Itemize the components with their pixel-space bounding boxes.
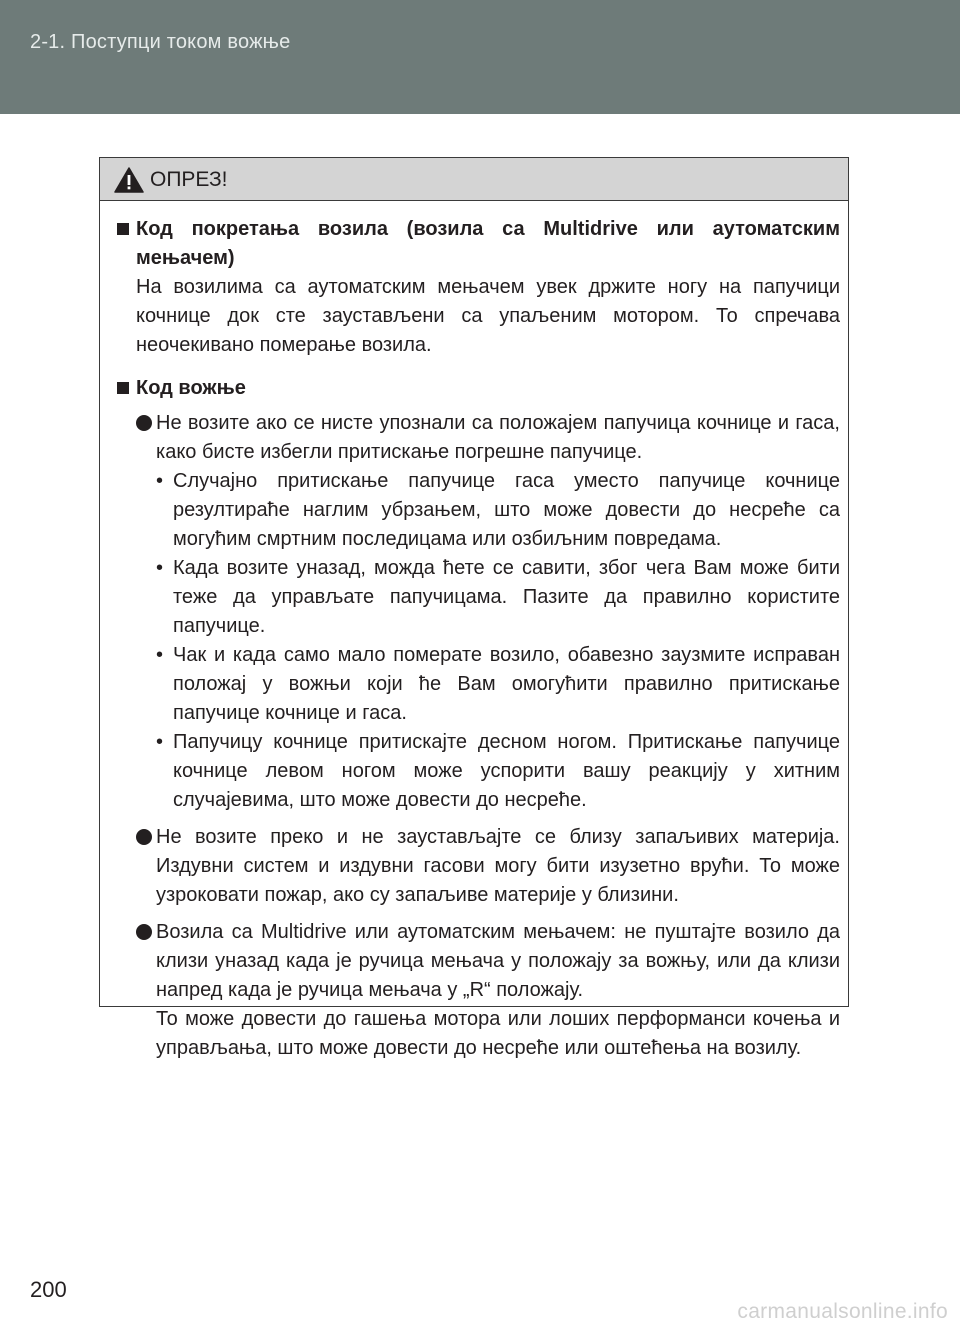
page-number: 200 bbox=[30, 1277, 67, 1302]
section-start bbox=[116, 215, 840, 360]
square-bullet-icon bbox=[117, 223, 129, 235]
caution-box bbox=[99, 157, 849, 1059]
list-item: Не возите ако се нисте упознали са положајем папучица кочнице и гаса, како бисте избегли притискање погрешне папучице. • Случајно притискање папучице гаса уместо папучице кочнице резултираће наглим убрзањем, што може довести до несреће са могућим смртним последицама или озбиљним повредама. • Када возите уназад, можда ћете се савити, због чега Вам може бити теже да управљате папучицама. Пазите да правилно користите папучице. • Чак и када само мало померате возило, обавезно заузмите исправан положај у вожњи који ће Вам омогућити правилно притискање папучице кочнице и гаса. • Папучицу кочнице притискајте десном ногом. Притискање папучице кочнице левом ногом може успорити вашу реакцију у хитним случајевима, што може довести до несреће. bbox=[116, 409, 840, 815]
round-bullet-icon bbox=[136, 924, 152, 940]
caution-title: ОПРЕЗ! bbox=[150, 168, 228, 191]
caution-header bbox=[100, 158, 848, 201]
warning-icon bbox=[114, 167, 144, 193]
sub-item: • Папучицу кочнице притискајте десном ногом. Притискање папучице кочнице левом ногом може успорити вашу реакцију у хитним случајевима, што може довести до несреће. bbox=[116, 728, 840, 815]
section-paragraph: На возилима са аутоматским мењачем увек држите ногу на папучици кочнице док сте заустављени са упаљеним мотором. То спречава неочекивано померање возила. bbox=[136, 276, 840, 356]
round-bullet-icon bbox=[136, 829, 152, 845]
sub-item: • Када возите уназад, можда ћете се савити, због чега Вам може бити теже да управљате папучицама. Пазите да правилно користите папучице. bbox=[116, 554, 840, 641]
watermark: carmanualsonline.info bbox=[737, 1300, 948, 1323]
caution-body bbox=[100, 201, 848, 1063]
section-heading: Код вожње bbox=[116, 374, 840, 403]
list-item: Не возите преко и не заустављајте се близу запаљивих материја. Издувни систем и издувни гасови могу бити изузетно врући. То може узроковати пожар, ако су запаљиве материје у близини. bbox=[116, 823, 840, 910]
sub-item: • Случајно притискање папучице гаса уместо папучице кочнице резултираће наглим убрзањем, што може довести до несреће са могућим смртним последицама или озбиљним повредама. bbox=[116, 467, 840, 554]
list-item: Возила са Multidrive или аутоматским мењачем: не пуштајте возило да клизи уназад када је ручица мењача у положају за вожњу, или да клизи напред када је ручица мењача у „R“ положају. То може довести до гашења мотора или лоших перформанси кочења и управљања, што може довести до несреће или оштећења на возилу. bbox=[116, 918, 840, 1063]
sub-item: • Чак и када само мало померате возило, обавезно заузмите исправан положај у вожњи који ће Вам омогућити правилно притискање папучице кочнице и гаса. bbox=[116, 641, 840, 728]
header-bar bbox=[0, 0, 960, 114]
section-driving bbox=[116, 374, 840, 1063]
section-heading: Код покретања возила (возила са Multidrive или аутоматским мењачем) bbox=[116, 215, 840, 273]
round-bullet-icon bbox=[136, 415, 152, 431]
square-bullet-icon bbox=[117, 382, 129, 394]
section-title: 2-1. Поступци током вожње bbox=[30, 31, 291, 53]
